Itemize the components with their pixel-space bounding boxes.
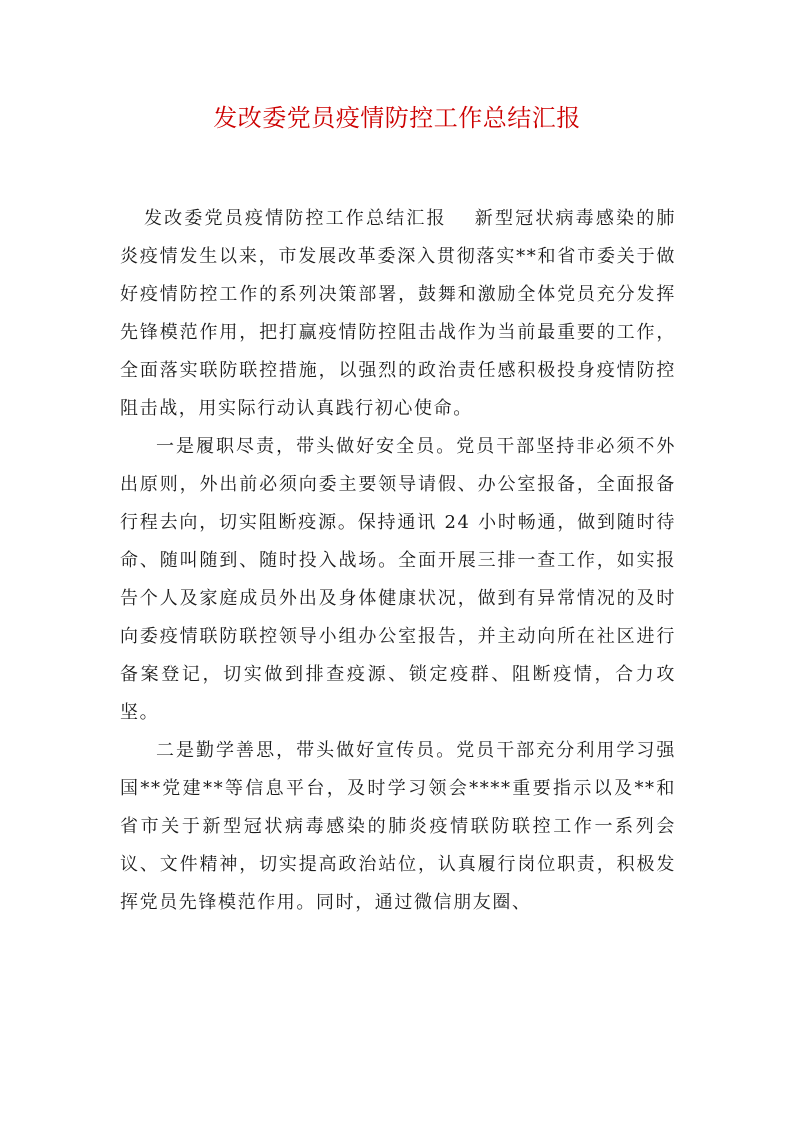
- document-body: [120, 200, 676, 922]
- document-title: 发改委党员疫情防控工作总结汇报: [213, 104, 581, 132]
- paragraph-safety: 一是履职尽责，带头做好安全员。党员干部坚持非必须不外出原则，外出前必须向委主要领导请假、办公室报备，全面报备行程去向，切实阻断疫源。保持通讯 24 小时畅通，做到随时待命、随叫随到、随时投入战场。全面开展三排一查工作，如实报告个人及家庭成员外出及身体健康状况，做到有异常情况的及时向委疫情联防联控领导小组办公室报告，并主动向所在社区进行备案登记，切实做到排查疫源、锁定疫群、阻断疫情，合力攻坚。: [120, 436, 676, 723]
- paragraph-publicity: 二是勤学善思，带头做好宣传员。党员干部充分利用学习强国**党建**等信息平台，及时学习领会****重要指示以及**和省市关于新型冠状病毒感染的肺炎疫情联防联控工作一系列会议、文件精神，切实提高政治站位，认真履行岗位职责，积极发挥党员先锋模范作用。同时，通过微信朋友圈、: [120, 740, 676, 913]
- paragraph-intro: 发改委党员疫情防控工作总结汇报 新型冠状病毒感染的肺炎疫情发生以来，市发展改革委深入贯彻落实**和省市委关于做好疫情防控工作的系列决策部署，鼓舞和激励全体党员充分发挥先锋模范作用，把打赢疫情防控阻击战作为当前最重要的工作，全面落实联防联控措施，以强烈的政治责任感积极投身疫情防控阻击战，用实际行动认真践行初心使命。: [120, 208, 676, 419]
